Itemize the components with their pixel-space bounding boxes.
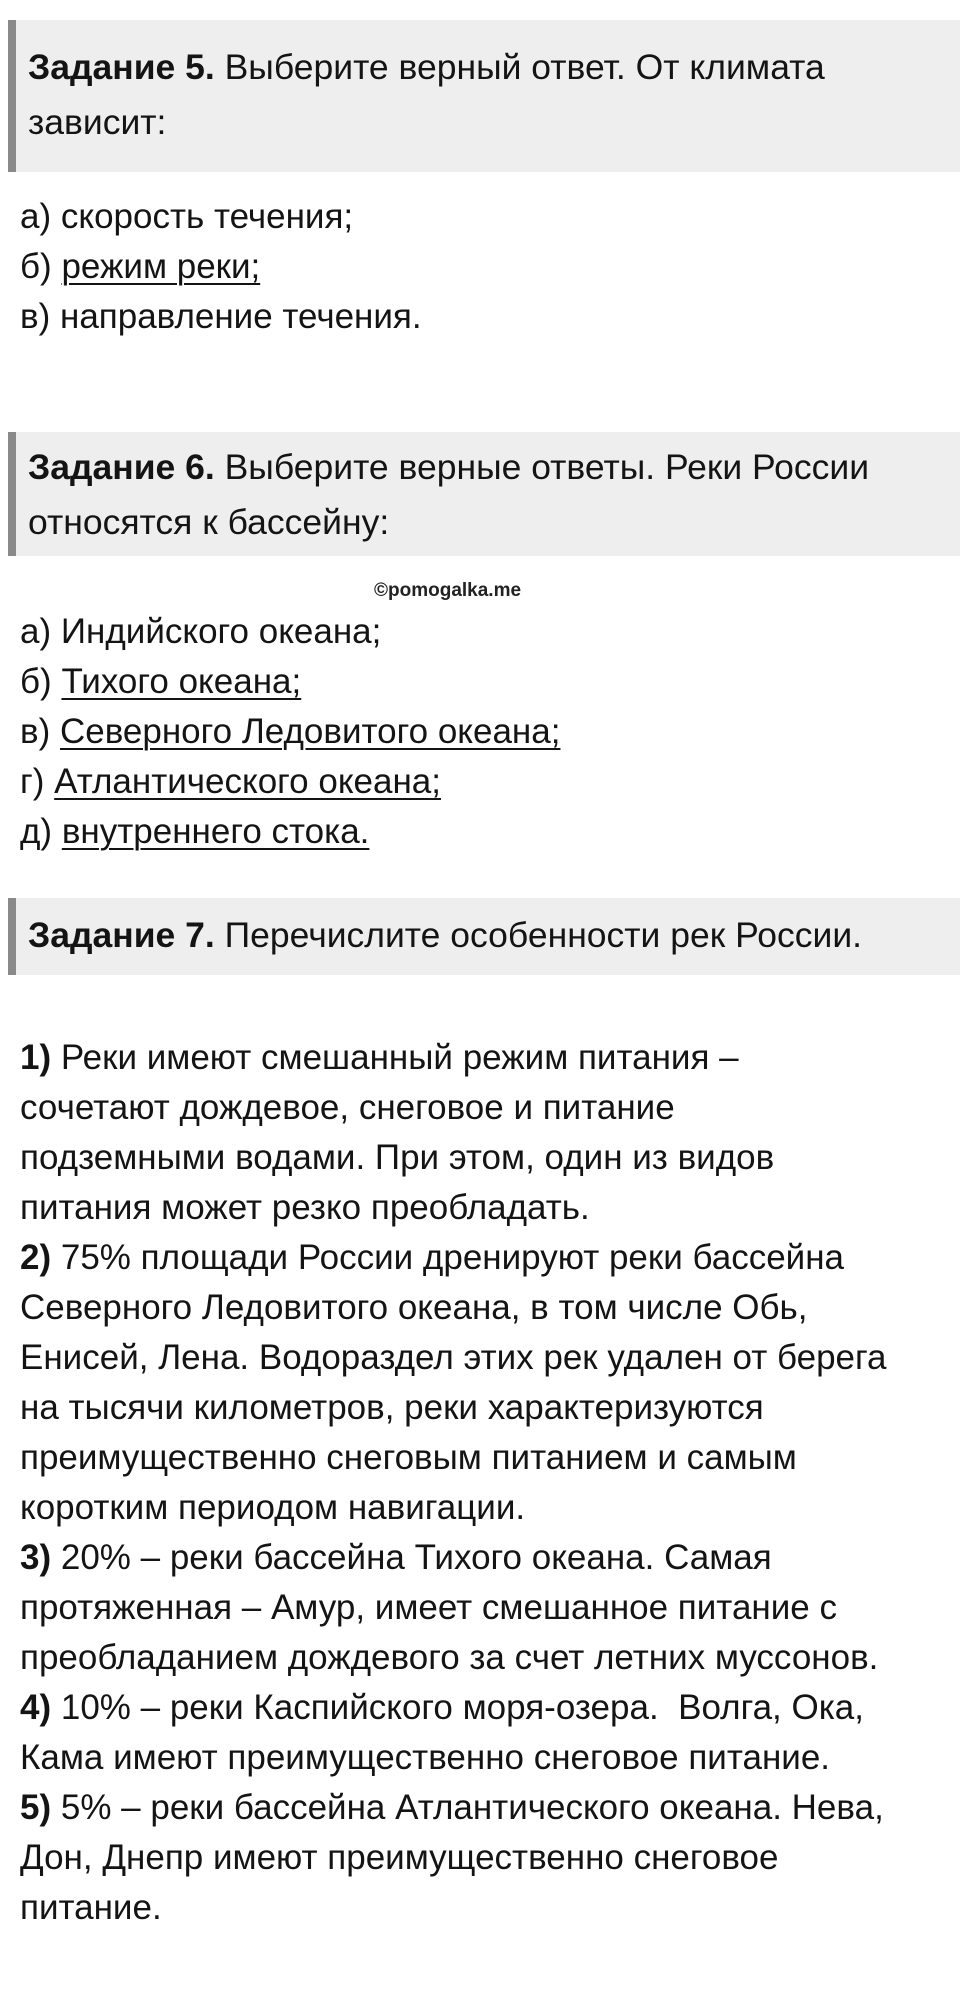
answer-item: 1) Реки имеют смешанный режим питания – сочетают дождевое, снеговое и питание подземными водами. При этом, один из видов питания может резко преобладать. bbox=[20, 1038, 775, 1227]
task7-question-text: Перечислите особенности рек России. bbox=[224, 915, 863, 955]
task7-question-line bbox=[28, 908, 946, 963]
task5-header bbox=[8, 20, 960, 172]
option-text-correct: внутреннего стока. bbox=[61, 812, 370, 851]
task6-option-b: б) Тихого океана; bbox=[20, 662, 302, 701]
task5-question-line2: зависит: bbox=[28, 102, 167, 142]
task5-option-b: б) режим реки; bbox=[20, 247, 261, 286]
answer-number: 5) bbox=[20, 1788, 52, 1827]
task5-option-c: в) направление течения. bbox=[20, 297, 422, 336]
task6-option-e: д) внутреннего стока. bbox=[20, 812, 370, 851]
task6-header bbox=[8, 432, 960, 556]
task5-question-line1 bbox=[28, 40, 946, 95]
answer-item: 5) 5% – реки бассейна Атлантического океана. Нева, Дон, Днепр имеют преимущественно снеговое питание. bbox=[20, 1788, 884, 1927]
task6-option-a: а) Индийского океана; bbox=[20, 612, 382, 651]
answer-number: 3) bbox=[20, 1538, 52, 1577]
task6-option-d: г) Атлантического океана; bbox=[20, 762, 441, 801]
answer-number: 1) bbox=[20, 1038, 52, 1077]
answer-item: 3) 20% – реки бассейна Тихого океана. Самая протяженная – Амур, имеет смешанное питание с преобладанием дождевого за счет летних муссонов. bbox=[20, 1538, 879, 1677]
option-text-correct: Тихого океана; bbox=[61, 662, 302, 701]
answer-item: 2) 75% площади России дренируют реки бассейна Северного Ледовитого океана, в том числе Обь, Енисей, Лена. Водораздел этих рек удален от берега на тысячи километров, реки характеризуются преимущественно снеговым питанием и самым коротким периодом навигации. bbox=[20, 1238, 887, 1527]
task5-number: Задание 5. bbox=[28, 47, 215, 87]
option-text-correct: Атлантического океана; bbox=[54, 762, 441, 801]
task7-number: Задание 7. bbox=[28, 915, 215, 955]
option-text-correct: режим реки; bbox=[61, 247, 261, 286]
answer-number: 2) bbox=[20, 1238, 52, 1277]
task7-header bbox=[8, 898, 960, 975]
option-text: Индийского океана; bbox=[60, 612, 382, 651]
task5-question-text: Выберите верный ответ. От климата bbox=[224, 47, 825, 87]
watermark: ©pomogalka.me bbox=[374, 580, 522, 601]
task5-options bbox=[20, 192, 422, 342]
task6-options bbox=[20, 607, 560, 857]
task7-answers bbox=[20, 1033, 955, 1933]
option-text: скорость течения; bbox=[60, 197, 354, 236]
task6-question-line2: относятся к бассейну: bbox=[28, 502, 390, 542]
task6-question-line1 bbox=[28, 440, 946, 495]
option-text-correct: Северного Ледовитого океана; bbox=[59, 712, 561, 751]
task6-question-text: Выберите верные ответы. Реки России bbox=[224, 447, 870, 487]
task5-option-a: а) скорость течения; bbox=[20, 197, 354, 236]
task6-number: Задание 6. bbox=[28, 447, 215, 487]
option-text: направление течения. bbox=[59, 297, 422, 336]
answer-item: 4) 10% – реки Каспийского моря-озера. Волга, Ока, Кама имеют преимущественно снеговое питание. bbox=[20, 1688, 864, 1777]
task6-option-c: в) Северного Ледовитого океана; bbox=[20, 712, 561, 751]
answer-number: 4) bbox=[20, 1688, 52, 1727]
